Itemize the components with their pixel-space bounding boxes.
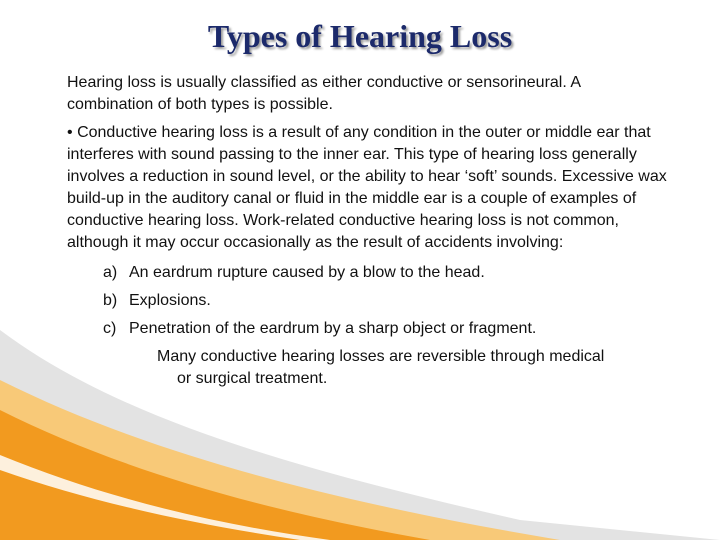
list-marker: a) [103,264,118,281]
list-item [67,318,667,340]
list-item-text: Penetration of the eardrum by a sharp object or fragment. [129,320,537,337]
closing-line-1: Many conductive hearing losses are reversible through medical [157,348,605,365]
bullet-marker: • [67,124,73,141]
list-marker: c) [103,320,117,337]
slide-body [67,72,667,406]
closing-paragraph [67,346,667,390]
slide-title: Types of Hearing Loss [207,18,513,54]
list-item [67,290,667,312]
list-item-text: An eardrum rupture caused by a blow to the head. [129,264,485,281]
intro-paragraph: Hearing loss is usually classified as either conductive or sensorineural. A combination of both types is possible. [67,74,581,113]
accident-list [67,262,667,340]
closing-line-2: or surgical treatment. [177,370,328,387]
bullet-paragraph [67,122,667,254]
list-marker: b) [103,292,118,309]
list-item [67,262,667,284]
list-item-text: Explosions. [129,292,211,309]
bullet-text: Conductive hearing loss is a result of any condition in the outer or middle ear that interferes with sound passing to the inner ear. This type of hearing loss generally involves a reduction in sound level, or the ability to hear ‘soft’ sounds. Excessive wax build-up in the auditory canal or fluid in the middle ear is a couple of examples of conductive hearing loss. Work-related conductive hearing loss is not common, although it may occur occasionally as the result of accidents involving: [67,124,667,251]
